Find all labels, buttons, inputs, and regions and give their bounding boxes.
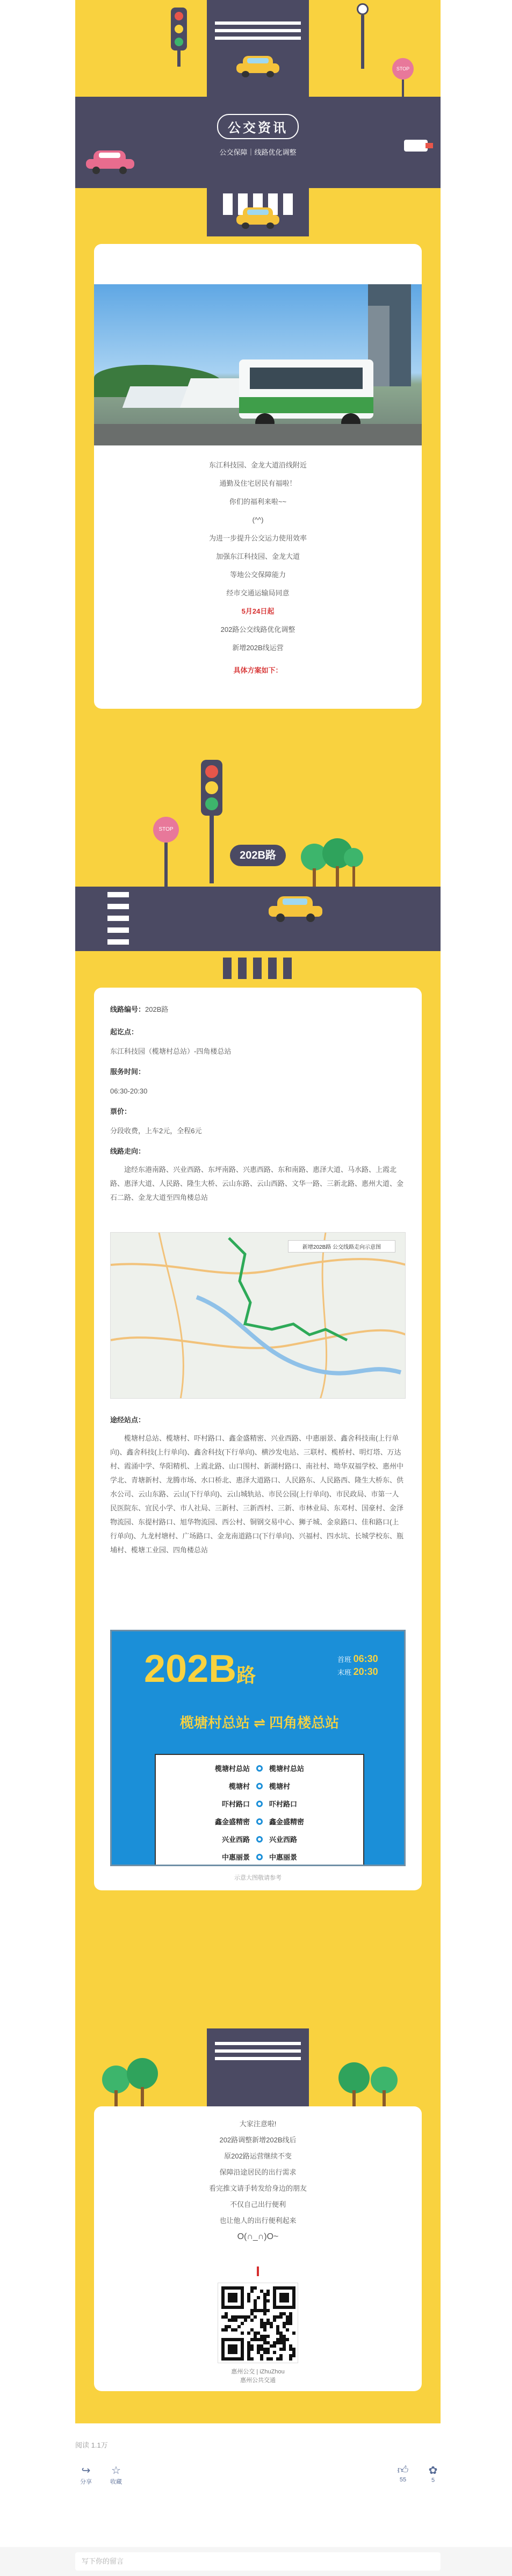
crosswalk-bottom — [215, 2042, 301, 2063]
star-icon: ☆ — [111, 2465, 121, 2477]
stops-value: 榄塘村总站、榄塘村、吓村路口、鑫金盛精密、兴业西路、中惠丽景、鑫舍科技南(上行单向)、鑫舍科技(上行单向)、鑫舍科技(下行单向)、横沙发电站、三联村、榄桥村、明灯塔、万达村、霞涌中学、华阳精机、上霞北路、山口围村、新湖村路口、南社村、坳华双福学校、惠州中学北、青塘新村、龙腾市场、水口桥北、惠泽大道路口、人民路东、人民路西、隆生大桥东、供水公司、云山东路、云山(下行单向)、云山城轨站、市民公园(上行单向)、市民政局、市第一人民医院东、宜民小学、市人社局、三新村、三新西村、三新、市林业局、东邓村、国豪村、金泽物流园、东提村路口、旭华物流园、西公村、铜钢交易中心、狮子城、金泉路口、佳和路口(上行单向)、九龙村塘村、广场路口、金龙南道路口(下行单向)、兴福村、四水坑、长城学校东、瓶埔村、榄塘工业园、四角楼总站 — [110, 1434, 404, 1554]
fare-value: 分段收费，上车2元，全程6元 — [110, 1127, 202, 1135]
share-button[interactable]: ↪ 分享 — [75, 2464, 97, 2486]
traffic-light-mid-icon — [197, 760, 227, 883]
intro-line: (^^) — [252, 516, 264, 524]
sign-caption: 示意大图敬请参考 — [234, 1875, 282, 1881]
yellow-car-mid-icon — [269, 896, 322, 922]
watch-button[interactable]: ✿ 5 — [422, 2464, 444, 2484]
sign-stop-name: 鑫金盛精密 — [269, 1818, 305, 1826]
outro-line: O(∩_∩)O~ — [237, 2232, 279, 2241]
sign-direction: 榄塘村总站 ⇌ 四角楼总站 — [179, 1715, 340, 1731]
terminal-value: 东江科技园（榄塘村总站）-四角楼总站 — [110, 1047, 232, 1055]
stop-dot-icon — [256, 1765, 263, 1772]
intro-line: 加强东江科技园、金龙大道 — [215, 552, 300, 560]
sign-stop-name: 兴业西路 — [269, 1836, 298, 1844]
line-no-label: 线路编号： — [110, 1005, 146, 1013]
sign-stop-name: 榄塘村 — [228, 1782, 250, 1790]
qr-code[interactable] — [218, 2283, 298, 2363]
effective-date: 5月24日起 — [241, 607, 275, 615]
intro-line: 新增202B线运营 — [232, 644, 284, 652]
intro-line: 通勤及住宅居民有福啦！ — [219, 479, 297, 487]
sign-stop-name: 鑫金盛精密 — [214, 1818, 250, 1826]
route-sign: 202B路 首班 06:30 末班 20:30 榄塘村总站 ⇌ 四角楼总站 榄塘村总站 榄塘村总站 榄塘村 榄塘村 吓村路口 吓村路口 鑫金盛精密 鑫金盛精密 兴业西路 兴业西路 中惠丽景 中惠丽景 — [110, 1630, 406, 1866]
sign-stop-row — [156, 1777, 363, 1795]
intro-line: 为进一步提升公交运力使用效率 — [208, 534, 307, 542]
tree-icon — [301, 838, 365, 887]
like-button[interactable]: 👍︎ 55 — [392, 2464, 414, 2483]
tree-left-icon — [102, 2058, 172, 2106]
sign-stop-row — [156, 1812, 363, 1830]
sign-stop-row — [156, 1759, 363, 1777]
favorite-button[interactable]: ☆ 收藏 — [105, 2464, 127, 2486]
stop-sign-mid-icon: STOP — [153, 817, 179, 887]
camera-icon — [404, 138, 433, 154]
page-title: 公交资讯 — [217, 114, 299, 139]
route-map — [110, 1232, 406, 1399]
sign-stop-name: 榄塘村总站 — [269, 1765, 305, 1773]
stop-dot-icon — [256, 1783, 263, 1789]
sign-stop-name: 中惠丽景 — [221, 1853, 250, 1861]
scheme-heading: 具体方案如下： — [233, 666, 283, 674]
intro-card — [94, 244, 422, 709]
map-title: 新增202B路 公交线路走向示意图 — [288, 1240, 395, 1253]
hours-value: 06:30-20:30 — [110, 1087, 148, 1095]
article-poster — [75, 0, 441, 2423]
yellow-car-lower-icon — [236, 207, 279, 229]
intro-line: 你们的福利来啦~~ — [229, 498, 287, 506]
direction-value: 途经东港南路、兴业西路、东坪南路、兴惠西路、东和南路、惠泽大道、马水路、上霞北路、惠泽大道、人民路、隆生大桥、云山东路、云山西路、文华一路、三新北路、惠州大道、金石二路、金龙大道至四角楼总站 — [110, 1165, 404, 1201]
pink-car-icon — [86, 150, 134, 174]
route-map-graphic — [111, 1233, 406, 1399]
outro-line: 也让他人的出行便利起来 — [219, 2217, 297, 2225]
thumbs-up-icon: 👍︎ — [397, 2464, 409, 2476]
tree-right-icon — [338, 2058, 414, 2106]
stop-dot-icon — [256, 1854, 263, 1860]
street-lamp-icon — [355, 0, 371, 70]
stop-dot-icon — [256, 1818, 263, 1825]
sign-stop-name: 吓村路口 — [221, 1800, 250, 1808]
outro-text — [94, 2116, 422, 2245]
outro-line: 大家注意啦! — [239, 2120, 277, 2128]
share-icon: ↪ — [81, 2465, 91, 2477]
sign-stop-name: 榄塘村 — [269, 1782, 291, 1790]
sign-stop-name: 兴业西路 — [221, 1836, 250, 1844]
outro-line: 原202路运营继续不变 — [224, 2152, 292, 2160]
route-badge: 202B路 — [230, 845, 286, 866]
crosswalk-mid-bottom — [223, 958, 293, 979]
sign-stop-name: 榄塘村总站 — [214, 1765, 250, 1773]
crosswalk-mid-left — [107, 889, 129, 948]
sign-route-number: 202B路 — [144, 1647, 256, 1690]
outro-line: 保障沿途居民的出行需求 — [219, 2168, 297, 2176]
traffic-light-icon — [167, 8, 191, 67]
read-count: 阅读 1.1万 — [75, 2441, 108, 2449]
intro-line: 东江科技园、金龙大道沿线附近 — [208, 461, 307, 469]
crosswalk-top — [215, 21, 301, 43]
header-title-box — [204, 111, 312, 172]
outro-line: 看完推文请手转发给身边的朋友 — [208, 2184, 307, 2192]
intro-line: 经市交通运输局同意 — [226, 589, 290, 597]
intro-line: 等地公交保障能力 — [229, 571, 286, 579]
qr-caption: 惠州公交 | iZhuZhou 惠州公共交通 — [231, 2369, 285, 2384]
sign-stop-row — [156, 1848, 363, 1866]
outro-card — [94, 2106, 422, 2391]
terminal-label: 起讫点： — [110, 1028, 139, 1036]
page-subtitle: 公交保障｜线路优化调整 — [219, 148, 297, 156]
stop-sign-icon: STOP — [392, 58, 414, 106]
sign-stop-row — [156, 1795, 363, 1812]
hours-label: 服务时间： — [110, 1068, 146, 1076]
sign-stop-name: 吓村路口 — [269, 1800, 298, 1808]
comment-bar — [0, 2547, 512, 2576]
intro-text — [94, 456, 422, 680]
fare-label: 票价： — [110, 1107, 132, 1116]
divider-mark — [257, 2266, 259, 2276]
stop-dot-icon — [256, 1801, 263, 1807]
horizontal-road-mid — [75, 887, 441, 951]
bus-photo — [94, 284, 422, 445]
direction-label: 线路走向： — [110, 1147, 146, 1155]
line-no-value: 202B路 — [145, 1005, 169, 1013]
sign-stop-name: 中惠丽景 — [269, 1853, 298, 1861]
intro-line: 202路公交线路优化调整 — [220, 625, 295, 634]
comment-input[interactable]: 写下你的留言 — [75, 2552, 441, 2571]
outro-line: 不仅自己出行便利 — [229, 2200, 286, 2208]
outro-line: 202路调整新增202B线后 — [219, 2136, 297, 2144]
yellow-car-icon — [236, 56, 279, 77]
sign-stop-table — [155, 1754, 364, 1866]
route-details-card — [94, 988, 422, 1890]
stops-label: 途经站点： — [110, 1416, 146, 1424]
flower-icon: ✿ — [428, 2465, 438, 2477]
stop-dot-icon — [256, 1836, 263, 1843]
sign-stop-row — [156, 1830, 363, 1848]
